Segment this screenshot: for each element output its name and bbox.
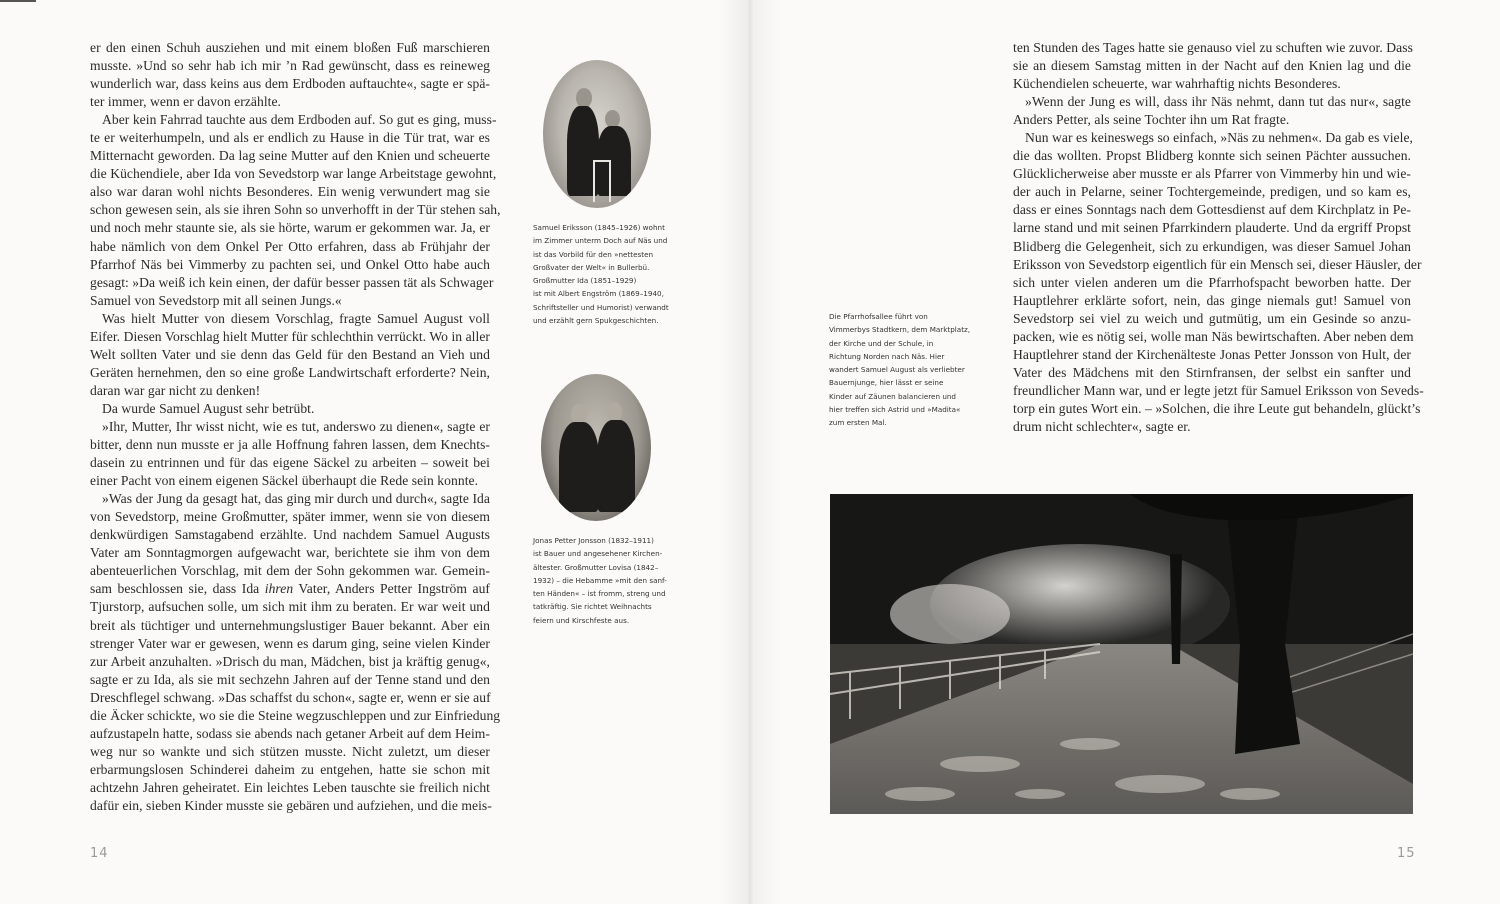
- book-gutter-shadow: [720, 0, 780, 904]
- caption-line: Bauernjunge, hier lässt er seine: [829, 378, 944, 388]
- text-line: »Wenn der Jung es will, dass ihr Näs nehmt, dann tut das nur«, sagte: [1025, 94, 1411, 110]
- text-line: er den einen Schuh ausziehen und mit einem bloßen Fuß marschieren: [90, 40, 490, 55]
- caption-line: Großmutter Ida (1851–1929): [533, 276, 637, 286]
- text-line: Vater des Mädchens mit den Stirnfransen, der selbst ein sanfter und: [1013, 364, 1411, 380]
- text-line: drum nicht schlechter«, sagte er.: [1013, 418, 1191, 434]
- text-line: Geräten hernehmen, den so eine große Landwirtschaft erforderte? Nein,: [90, 364, 490, 380]
- text-line: Anders Petter, als seine Tochter ihn um Rat fragte.: [1013, 112, 1290, 128]
- text-line: die Äcker schickte, wo sie die Steine wegzuschleppen und zur Einfriedung: [90, 707, 501, 723]
- caption-jonas-and-lovisa: [533, 534, 667, 627]
- text-line: dass er eines Sonntags nach dem Gottesdienst auf dem Kirchplatz in Pe-: [1013, 202, 1411, 218]
- caption-line: Richtung Norden nach Näs. Hier: [829, 351, 945, 361]
- text-line: musste. »Und so sehr hab ich mir ’n Rad gewünscht, dass es reineweg: [90, 58, 490, 74]
- text-line: sie an diesem Samstag mitten in der Nacht auf den Knien lag und die: [1013, 58, 1411, 74]
- portrait-jonas-and-lovisa-photo: [541, 374, 651, 521]
- caption-samuel-and-ida: [533, 221, 669, 327]
- text-line: Glücklicherweise aber musste er als Pfarrer von Vimmerby hin und wie-: [1013, 166, 1411, 182]
- caption-line: wandert Samuel August als verliebter: [829, 365, 965, 375]
- caption-line: hier treffen sich Astrid und »Madita«: [829, 405, 961, 415]
- caption-line: 1932) – die Hebamme »mit den sanf-: [533, 575, 667, 585]
- text-line: Nun war es keineswegs so einfach, »Näs zu nehmen«. Da gab es viele,: [1025, 130, 1414, 146]
- text-line: Blidberg die Gelegenheit, sich zu erkundigen, was dieser Samuel Johan: [1013, 238, 1411, 254]
- text-line: dasein zu entrinnen und für das eigene Säckel zu arbeiten – soweit bei: [90, 455, 490, 471]
- text-line: habe nämlich von dem Onkel Per Otto erfahren, dass ab Frühjahr der: [90, 238, 490, 254]
- text-fragment: sam beschlossen sie, dass Ida: [90, 581, 265, 597]
- caption-line: der Kirche und der Schule, in: [829, 338, 934, 348]
- text-line: aufzustapeln hatte, sodass sie abends nach getaner Arbeit auf dem Heim-: [90, 725, 490, 741]
- text-line: die Küchendiele, aber Ida von Sevedstorp war lange Arbeitstage gewohnt,: [90, 166, 497, 182]
- text-line: denkwürdigen Samstagabend erzählte. Und nachdem Samuel Augusts: [90, 527, 490, 543]
- text-line: »Ihr, Mutter, Ihr wisst nicht, wie es tut, anderswo zu dienen«, sagte er: [102, 418, 490, 434]
- italic-word: ihren: [264, 581, 294, 597]
- caption-line: im Zimmer unterm Doch auf Näs und: [533, 236, 668, 246]
- text-line: die das wollten. Propst Blidberg konnte sich seinen Pächter aussuchen.: [1013, 148, 1411, 164]
- text-line: Hauptlehrer erklärte sofort, nein, das ginge niemals gut! Samuel von: [1013, 292, 1411, 308]
- text-line: strenger Vater war er gewesen, wenn es darum ging, seine vielen Kinder: [90, 635, 490, 651]
- text-line: Da wurde Samuel August sehr betrübt.: [102, 400, 315, 416]
- page-number-left: 14: [90, 846, 109, 861]
- caption-line: feiern und Kirschfeste aus.: [533, 615, 630, 625]
- text-line: achtzehn Jahren geheiratet. Ein leichtes Leben tauschte sie freilich nicht: [90, 779, 490, 795]
- text-line: sich unter vielen anderen um die Pfarrhofspacht beworben hatte. Der: [1013, 274, 1411, 290]
- text-line: zur Arbeit anzuhalten. »Drisch du man, Mädchen, bist ja kräftig genug«,: [90, 653, 490, 669]
- caption-line: Die Pfarrhofsallee führt von: [829, 312, 928, 321]
- text-line: ten Stunden des Tages hatte sie genauso viel zu schuften wie zuvor. Dass: [1013, 40, 1413, 55]
- left-page-body-text: [90, 39, 501, 815]
- text-line: also war daran wohl nichts Besonderes. Ein wenig verwundert mag sie: [90, 184, 490, 200]
- text-line: Eifer. Diesen Vorschlag hielt Mutter für schlechthin verrückt. Wo in aller: [90, 328, 490, 344]
- text-line: [90, 580, 490, 598]
- caption-line: ist mit Albert Engström (1869–1940,: [533, 289, 664, 299]
- scan-edge-mark: [0, 0, 36, 2]
- text-line: bitter, denn nun musste er ja alle Hoffnung fahren lassen, dem Knechts-: [90, 437, 490, 453]
- right-page-body-text: [1013, 39, 1424, 436]
- caption-line: Vimmerbys Stadtkern, dem Marktplatz,: [829, 325, 971, 335]
- text-line: Was hielt Mutter von diesem Vorschlag, fragte Samuel August voll: [102, 310, 490, 326]
- caption-line: zum ersten Mal.: [829, 418, 887, 428]
- text-line: Mitternacht geworden. Da lag seine Mutter auf den Knien und scheuerte: [90, 148, 490, 164]
- text-line: sagte er zu Ida, als sie mit sechzehn Jahren auf der Tenne stand und den: [90, 671, 490, 687]
- text-line: Küchendielen scheuerte, war wahrhaftig nichts Besonderes.: [1013, 76, 1341, 92]
- text-line: ter immer, wenn er davon erzählte.: [90, 94, 282, 110]
- caption-line: Großvater der Welt« in Bullerbü.: [533, 262, 650, 272]
- page-number-right: 15: [1397, 846, 1416, 861]
- caption-line: und erzählt gern Spukgeschichten.: [533, 316, 659, 326]
- caption-line: Kinder auf Zäunen balancieren und: [829, 391, 956, 401]
- text-line: einer Pacht von einem eigenen Säckel überhaupt die Rede sein konnte.: [90, 473, 479, 489]
- text-line: weg nur so wankte und sich stützen musste. Nicht zuletzt, um dieser: [90, 743, 490, 759]
- text-line: abenteuerlichen Vorschlag, mit dem der Sohn gekommen war. Gemein-: [90, 563, 490, 579]
- text-line: erbarmungslosen Schinderei daheim zu entgehen, hatte sie schon mit: [90, 761, 490, 777]
- text-line: Tjurstorp, aufsuchen solle, um sich mit ihm zu beraten. Er war weit und: [90, 599, 490, 615]
- text-line: Samuel von Sevedstorp mit all seinen Jungs.«: [90, 292, 342, 308]
- text-line: dafür ein, sieben Kinder musste sie gebären und aufziehen, und die meis-: [90, 797, 492, 813]
- text-line: Eriksson von Sevedstorp eigentlich für ein Mensch sei, dieser Häusler, der: [1013, 256, 1422, 272]
- text-line: wunderlich war, dass keins aus dem Erdboden auftauchte«, sagte er spä-: [90, 76, 490, 92]
- text-line: »Was der Jung da gesagt hat, das ging mir durch und durch«, sagte Ida: [102, 491, 490, 507]
- caption-line: Schriftsteller und Humorist) verwandt: [533, 302, 669, 312]
- text-fragment: Vater, Anders Petter Ingström auf: [293, 581, 490, 597]
- caption-line: Jonas Petter Jonsson (1832–1911): [533, 536, 654, 545]
- text-line: der auch in Pelarne, seiner Tochtergemeinde, predigen, und so kam es,: [1013, 184, 1411, 200]
- text-line: Welt sollten Vater und sie denn das Geld für den Bestand an Vieh und: [90, 346, 490, 362]
- text-line: daran war gar nicht zu denken!: [90, 382, 261, 398]
- text-line: Dreschflegel schwang. »Das schaffst du schon«, sagte er, wenn er sie auf: [90, 689, 491, 705]
- text-line: Pfarrhof Näs bei Vimmerby zu pachten sei, und Onkel Otto habe auch: [90, 256, 490, 272]
- caption-line: ist das Vorbild für den »nettesten: [533, 249, 654, 259]
- text-line: Vater am Sonntagmorgen aufgewacht war, berichtete sie ihm von dem: [90, 545, 490, 561]
- text-line: und noch mehr staunte sie, als sie hörte, warum er gekommen war. Ja, er: [90, 220, 490, 236]
- text-line: von Sevedstorp, meine Großmutter, später immer, wenn sie von diesem: [90, 509, 490, 525]
- caption-line: ältester. Großmutter Lovisa (1842–: [533, 562, 659, 572]
- text-line: larne stand und mit seinen Pfarrkindern plauderte. Und da ergriff Propst: [1013, 220, 1411, 236]
- caption-line: ten Händen« – ist fromm, streng und: [533, 589, 666, 599]
- text-line: te er weiterhumpeln, und als er endlich zu Hause in die Tür trat, war es: [90, 130, 490, 146]
- text-line: schon gewesen sein, als sie ihren Sohn so unverhofft in der Tür stehen sah,: [90, 202, 501, 218]
- pfarrhofsallee-photo: [830, 494, 1413, 814]
- text-line: packen, wie es nötig sei, wolle man Näs bewirtschaften. Aber neben dem: [1013, 328, 1414, 344]
- text-line: Aber kein Fahrrad tauchte aus dem Erdboden auf. So gut es ging, muss-: [102, 112, 497, 128]
- text-line: Hauptlehrer stand der Kirchenälteste Jonas Petter Jonsson von Hult, der: [1013, 346, 1411, 362]
- caption-pfarrhofsallee: [829, 310, 970, 430]
- text-line: breit als tüchtiger und unternehmungslustiger Bauer bekannt. Aber ein: [90, 617, 490, 633]
- text-line: freundlicher Mann war, und er legte jetzt für Samuel Eriksson von Seveds-: [1013, 382, 1424, 398]
- text-line: Sevedstorp sei viel zu weich und gutmütig, um ein Gesinde so anzu-: [1013, 310, 1411, 326]
- caption-line: tatkräftig. Sie richtet Weihnachts: [533, 602, 652, 612]
- text-line: gesagt: »Da weiß ich kein einen, der dafür besser passen tät als Schwager: [90, 274, 494, 290]
- caption-line: Samuel Eriksson (1845–1926) wohnt: [533, 223, 665, 232]
- portrait-samuel-and-ida-photo: [543, 60, 651, 208]
- caption-line: ist Bauer und angesehener Kirchen-: [533, 549, 663, 559]
- text-line: torp ein gutes Wort ein. – »Solchen, die ihre Leute gut behandeln, glückt’s: [1013, 400, 1421, 416]
